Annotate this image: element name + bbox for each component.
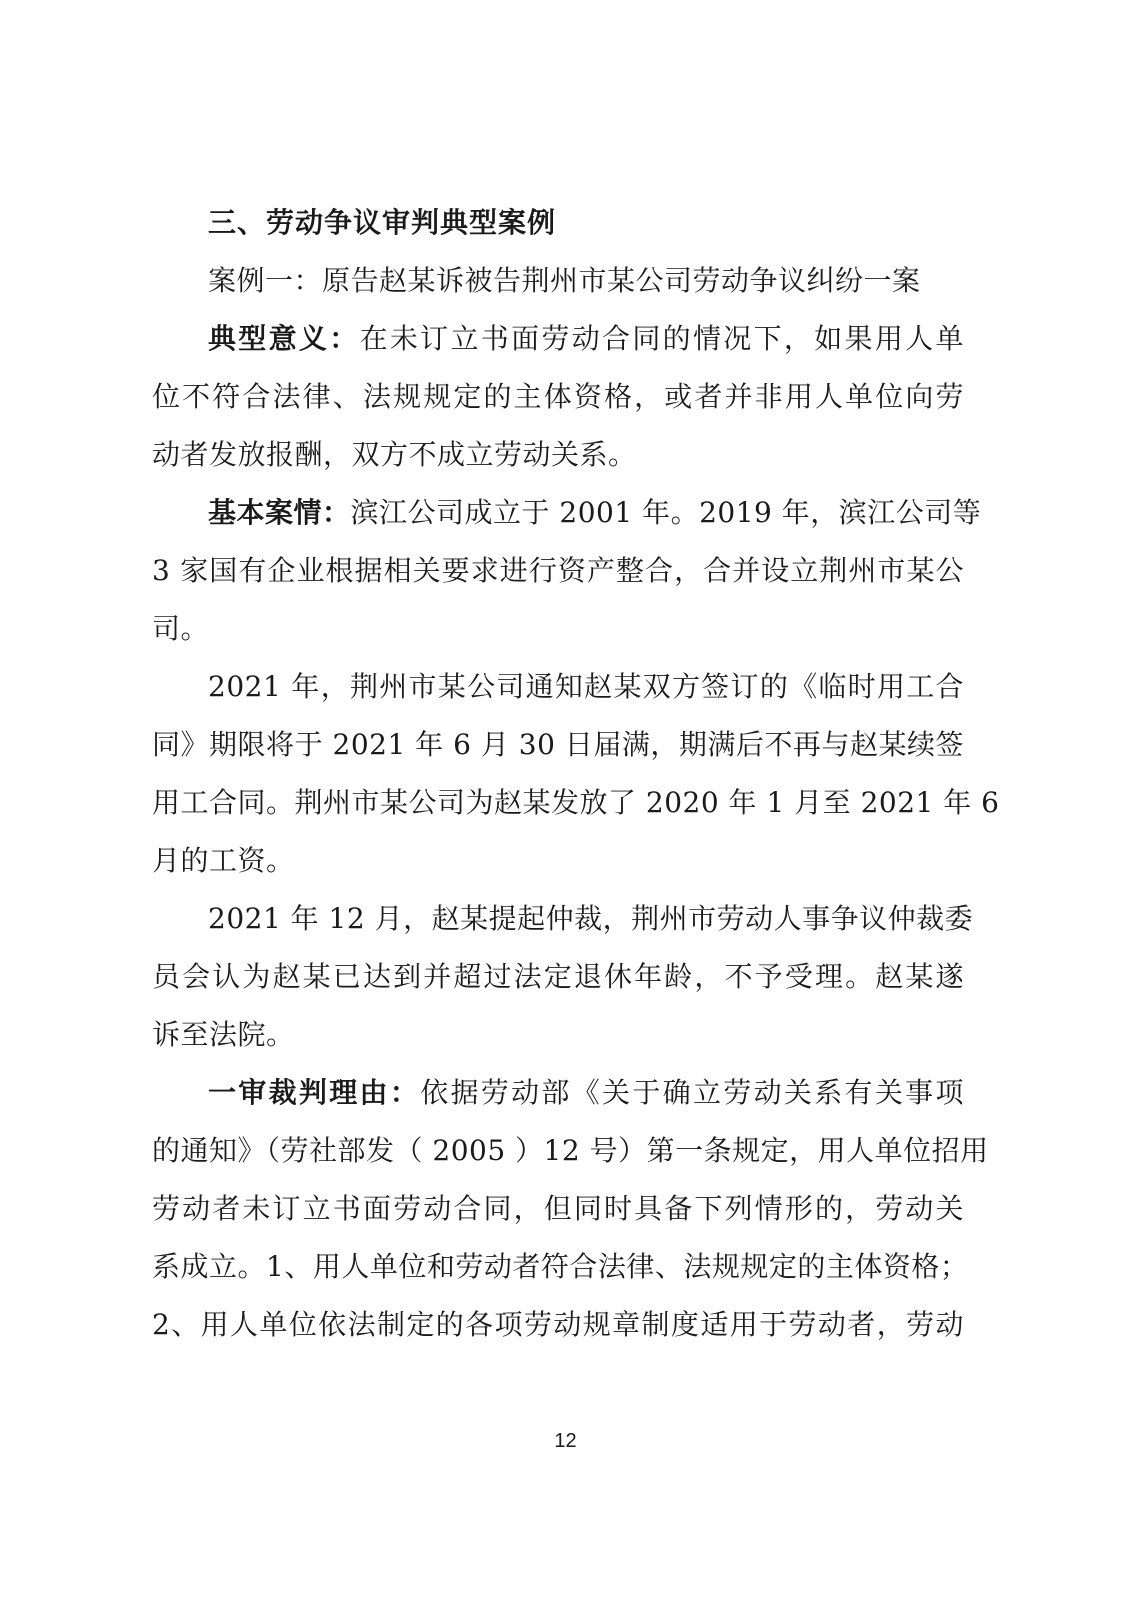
reasoning-line-5: 2、用人单位依法制定的各项劳动规章制度适用于劳动者，劳动 [152,1308,964,1341]
body-text [152,194,1000,1354]
reasoning-line-4: 系成立。1、用人单位和劳动者符合法律、法规规定的主体资格； [152,1250,969,1283]
section-title: 三、劳动争议审判典型案例 [208,206,557,239]
facts-text-1: 滨江公司成立于 2001 年。2019 年，滨江公司等 [350,496,982,529]
facts-line-1 [152,484,982,542]
facts-line-3: 司。 [152,612,210,645]
page-number: 12 [554,1430,577,1452]
significance-line-1 [152,310,964,368]
facts-label: 基本案情： [208,496,351,529]
para-2021-line-2: 同》期限将于 2021 年 6 月 30 日届满，期满后不再与赵某续签 [152,728,964,761]
reasoning-line-2: 的通知》（劳社部发（ 2005 ）12 号）第一条规定，用人单位招用 [152,1134,989,1167]
reasoning-line-1 [152,1064,964,1122]
para-2021-line-3: 用工合同。荆州市某公司为赵某发放了 2020 年 1 月至 2021 年 6 [152,786,1000,819]
significance-line-3: 动者发放报酬，双方不成立劳动关系。 [152,438,637,471]
significance-text-1: 在未订立书面劳动合同的情况下，如果用人单 [359,322,964,355]
facts-line-2: 3 家国有企业根据相关要求进行资产整合，合并设立荆州市某公 [152,554,964,587]
reasoning-line-3: 劳动者未订立书面劳动合同，但同时具备下列情形的，劳动关 [152,1192,964,1225]
reasoning-label: 一审裁判理由： [208,1076,421,1109]
arbitration-line-1: 2021 年 12 月，赵某提起仲裁，荆州市劳动人事争议仲裁委 [208,902,974,935]
arbitration-line-2: 员会认为赵某已达到并超过法定退休年龄，不予受理。赵某遂 [152,960,964,993]
case-title: 案例一：原告赵某诉被告荆州市某公司劳动争议纠纷一案 [208,264,921,297]
reasoning-text-1: 依据劳动部《关于确立劳动关系有关事项 [420,1076,964,1109]
para-2021-line-1: 2021 年，荆州市某公司通知赵某双方签订的《临时用工合 [208,670,964,703]
arbitration-line-3: 诉至法院。 [152,1018,295,1051]
significance-line-2: 位不符合法律、法规规定的主体资格，或者并非用人单位向劳 [152,380,964,413]
significance-label: 典型意义： [208,322,360,355]
para-2021-line-4: 月的工资。 [152,844,295,877]
